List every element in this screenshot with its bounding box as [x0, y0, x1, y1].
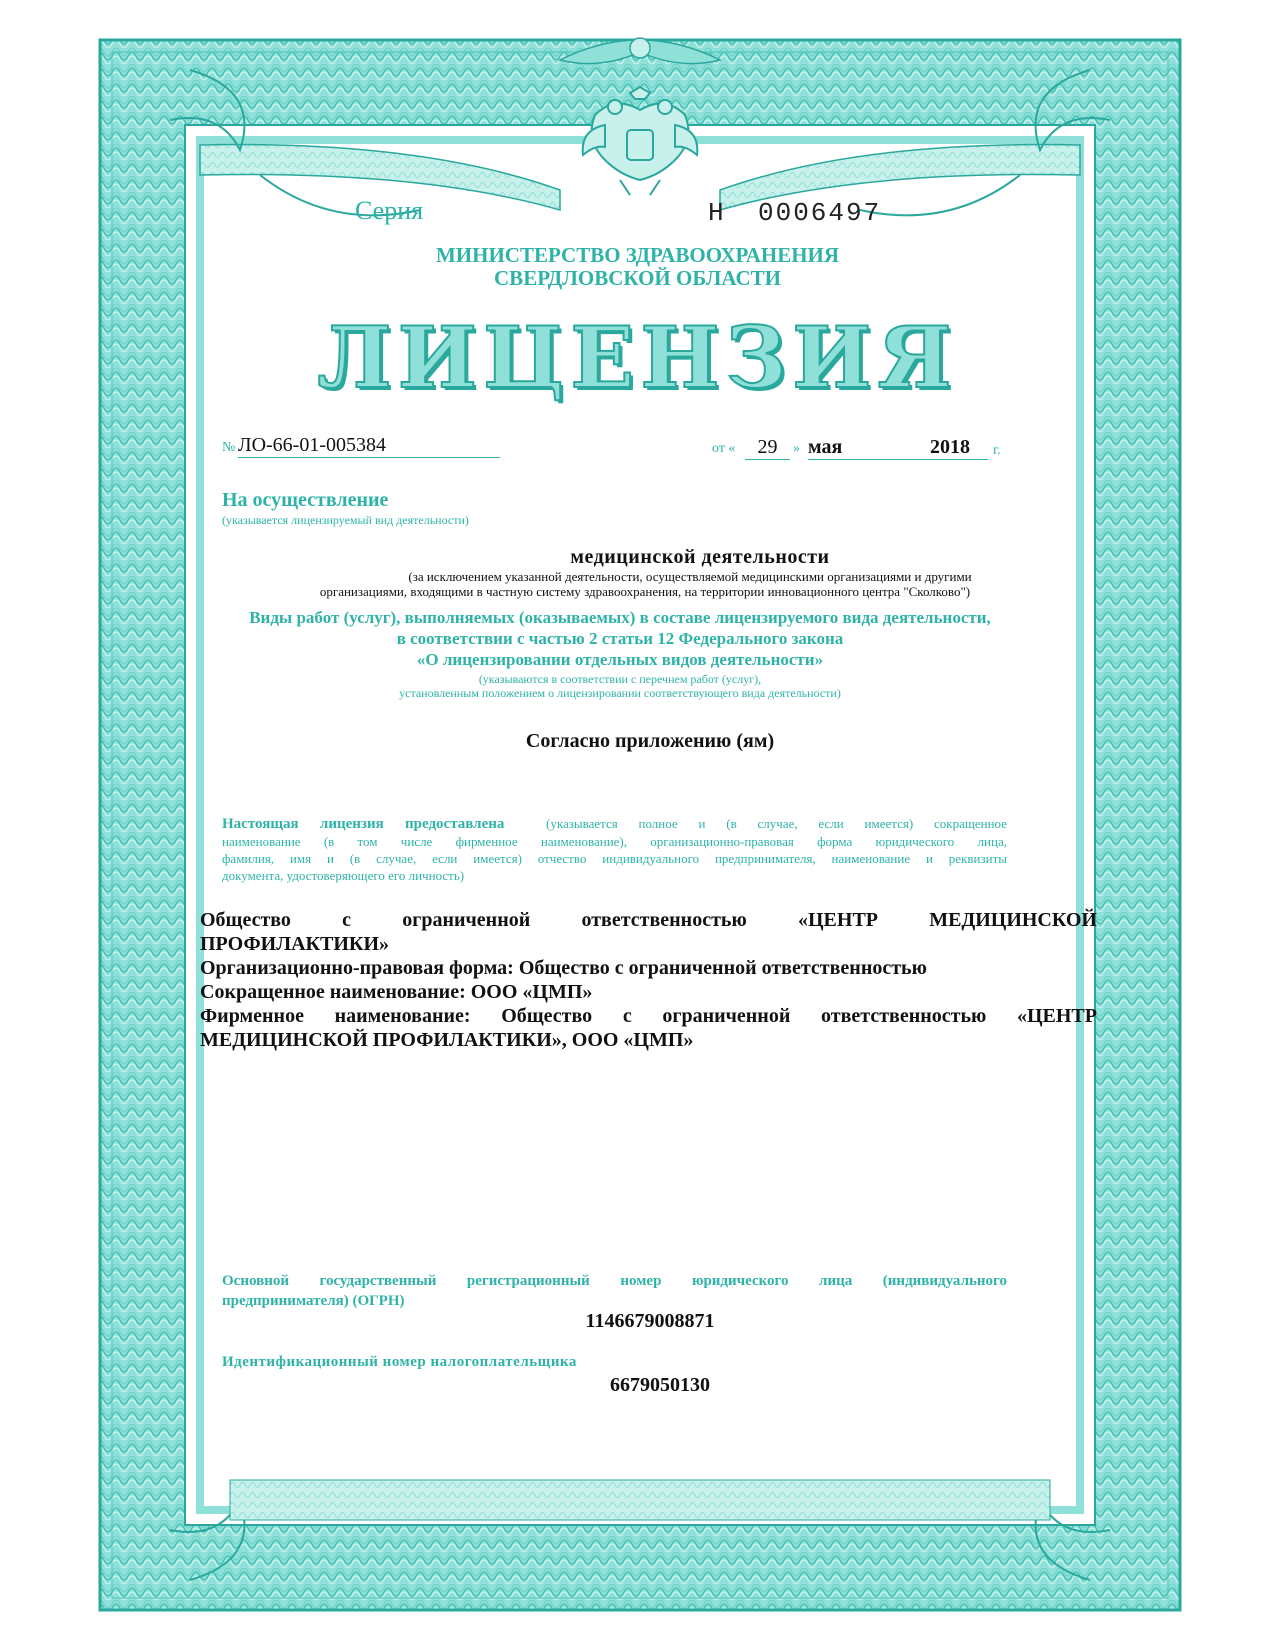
works-line-3: «О лицензировании отдельных видов деятельности» [416, 650, 824, 669]
series-letter: Н [708, 198, 726, 228]
grantee-intro-line-2: наименование (в том числе фирменное наименование), организационно-правовая форма юридического лица, [222, 834, 1007, 849]
grantee-intro-line-3: фамилия, имя и (в случае, если имеется) отчество индивидуального предпринимателя, наименование и реквизиты [222, 851, 1007, 866]
date-prefix: от « [712, 441, 736, 456]
ogrn-label-line-1: Основной государственный регистрационный номер юридического лица (индивидуального [222, 1273, 1007, 1289]
ministry-line-2: СВЕРДЛОВСКОЙ ОБЛАСТИ [494, 266, 781, 290]
series-number: 0006497 [758, 198, 882, 228]
inn-value: 6679050130 [610, 1374, 710, 1396]
document-title: ЛИЦЕНЗИЯ [317, 308, 958, 407]
grantee-intro-line-4: документа, удостоверяющего его личность) [222, 868, 465, 883]
ogrn-label [222, 1271, 1007, 1311]
ministry-line-1: МИНИСТЕРСТВО ЗДРАВООХРАНЕНИЯ [435, 243, 840, 267]
grantee-legal-form: Организационно-правовая форма: Общество с ограниченной ответственностью [200, 957, 927, 979]
ogrn-label-line-2: предпринимателя) (ОГРН) [222, 1293, 405, 1309]
grantee-block [200, 908, 1097, 1052]
series-label: Серия [355, 196, 424, 225]
exclusion-line-2: организациями, входящими в частную систему здравоохранения, на территории инновационного центра "Сколково") [319, 584, 971, 599]
number-prefix: № [222, 440, 236, 455]
activity-heading: На осуществление [222, 489, 389, 511]
license-month: мая [808, 436, 988, 460]
activity-name: медицинской деятельности [570, 546, 830, 568]
works-line-1: Виды работ (услуг), выполняемых (оказываемых) в составе лицензируемого вида деятельности, [249, 608, 991, 627]
grantee-intro [222, 815, 1007, 884]
inn-label: Идентификационный номер налогоплательщика [222, 1354, 577, 1370]
works-note-line-2: установленным положением о лицензировании соответствующего вида деятельности) [399, 686, 841, 700]
coat-of-arms-emblem [575, 85, 705, 200]
grantee-short-name: Сокращенное наименование: ООО «ЦМП» [200, 981, 593, 1003]
exclusion-line-1: (за исключением указанной деятельности, осуществляемой медицинскими организациями и другими [408, 569, 972, 584]
grantee-brand-line-2: МЕДИЦИНСКОЙ ПРОФИЛАКТИКИ», ООО «ЦМП» [200, 1029, 694, 1051]
license-number: ЛО-66-01-005384 [238, 434, 500, 458]
grantee-intro-rest: (указывается полное и (в случае, если имеется) сокращенное [546, 816, 1007, 831]
day-close: » [793, 441, 800, 456]
works-value: Согласно приложению (ям) [525, 730, 775, 752]
license-year: 2018 [930, 436, 970, 458]
ogrn-value: 1146679008871 [585, 1310, 715, 1332]
grantee-name-line-1: Общество с ограниченной ответственностью «ЦЕНТР МЕДИЦИНСКОЙ [200, 909, 1097, 931]
license-day: 29 [745, 436, 790, 460]
grantee-intro-bold: Настоящая лицензия предоставлена [222, 816, 505, 832]
grantee-name-line-2: ПРОФИЛАКТИКИ» [200, 933, 389, 955]
activity-heading-note: (указывается лицензируемый вид деятельности) [222, 513, 469, 527]
year-suffix: г. [993, 443, 1001, 458]
grantee-brand-line-1: Фирменное наименование: Общество с ограниченной ответственностью «ЦЕНТР [200, 1005, 1097, 1027]
works-note-line-1: (указываются в соответствии с перечнем работ (услуг), [478, 672, 762, 686]
works-line-2: в соответствии с частью 2 статьи 12 Федерального закона [396, 629, 844, 648]
